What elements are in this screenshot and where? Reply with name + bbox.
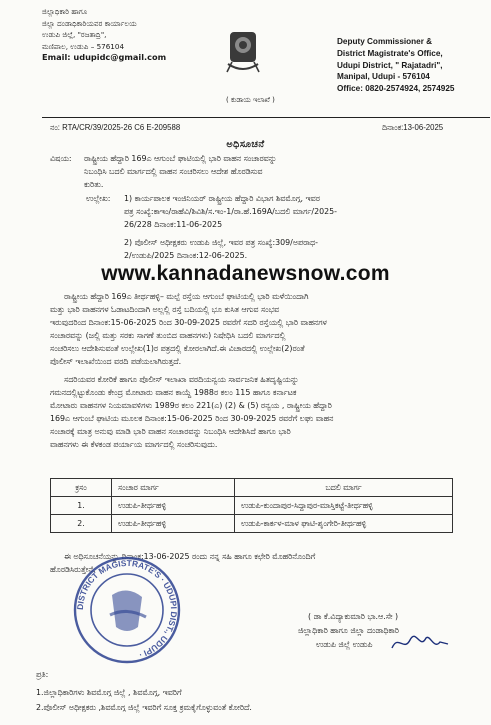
table-header-cell: ಕ್ರಸಂ	[51, 479, 112, 497]
body-line: ಸಂಚಾರಕ್ಕೆ ಮಾತ್ರ ಅನುವು ಮಾಡಿ ಭಾರಿ ವಾಹನ ಸಂಚಾರವನ್ನು ನಿಬಂಧಿಸಿ ಆದೇಶಿಸಿದೆ ಹಾಗೂ ಭಾರಿ	[50, 427, 291, 436]
body-line: 169ಎ ಆಗುಂಬೆ ಘಾಟಿಯ ಮೂಲಕ ದಿನಾಂಕ:15-06-2025 ರಿಂದ 30-09-2025 ರವರೆಗೆ ಲಘು ವಾಹನ	[50, 414, 334, 423]
address-line: Deputy Commissioner &	[337, 37, 433, 46]
body-line: ಮತ್ತು ಭಾರಿ ವಾಹನಗಳ ಓಡಾಟದಿಂದಾಗಿ ಅಲ್ಲಲ್ಲಿ ರಸ್ತೆ ಬದಿಯಲ್ಲಿ ಭೂ ಕುಸಿತ ಆಗುವ ಸಂಭವ	[50, 305, 280, 314]
closing-line: ಹೊರಡಿಸಿರುತ್ತೇನೆ.	[50, 565, 96, 574]
address-line: ಉಡುಪಿ ಜಿಲ್ಲೆ, "ರಜತಾದ್ರಿ",	[42, 30, 107, 40]
copy-to-item: 2.ಪೊಲೀಸ್ ಅಧೀಕ್ಷಕರು ,ಶಿವಮೊಗ್ಗ ಜಿಲ್ಲೆ ಇವರಿಗೆ ಸೂಕ್ತ ಕ್ರಮಕೈಗೊಳ್ಳುವಂತೆ ಕೋರಿದೆ.	[36, 703, 252, 712]
table-cell: ಉಡುಪಿ-ಕಾರ್ಕಳ-ಮಾಳ ಘಾಟಿ-ಶೃಂಗೇರಿ-ತೀರ್ಥಹಳ್ಳಿ	[235, 515, 453, 533]
subject-label: ವಿಷಯ:	[50, 154, 72, 163]
karnataka-emblem-icon	[224, 30, 262, 76]
handwritten-signature-icon	[390, 632, 450, 654]
table-row	[51, 497, 453, 515]
reference-item-line: 1) ಕಾರ್ಯಪಾಲಕ ಇಂಜಿನಿಯರ್ ರಾಷ್ಟ್ರೀಯ ಹೆದ್ದಾರಿ ವಿಭಾಗ ಶಿವಮೊಗ್ಗ, ಇವರ	[124, 194, 320, 203]
copy-to-label: ಪ್ರತಿ:	[36, 670, 49, 679]
svg-text:DISTRICT MAGISTRATE'S · UDUPI: DISTRICT MAGISTRATE'S · UDUPI DIST., UDUPI ·	[74, 557, 180, 661]
table-header-cell: ಸಂಚಾರ ಮಾರ್ಗ	[112, 479, 235, 497]
reference-date: ದಿನಾಂಕ:13-06-2025	[382, 123, 444, 132]
body-line: ಪೊಲೀಸ್ ಇಲಾಖೆಯಿಂದ ವರದಿ ಪಡೆಯಲಾಗಿರುತ್ತದೆ.	[50, 357, 182, 366]
closing-line: ಈ ಅಧಿಸೂಚನೆಯನ್ನು ದಿನಾಂಕ:13-06-2025 ರಂದು ನನ್ನ ಸಹಿ ಹಾಗೂ ಕಛೇರಿ ಮೊಹರಿನೊಂದಿಗೆ	[64, 552, 316, 561]
signatory-designation: ಜಿಲ್ಲಾಧಿಕಾರಿ ಹಾಗೂ ಜಿಲ್ಲಾ ದಂಡಾಧಿಕಾರಿ	[298, 626, 399, 635]
body-line: ಗಮನದಲ್ಲಿಟ್ಟುಕೊಂಡು ಕೇಂದ್ರ ಮೋಟಾರು ವಾಹನ ಕಾಯ್ದೆ 1988ರ ಕಲಂ 115 ಹಾಗೂ ಕರ್ನಾಟಕ	[50, 388, 297, 397]
phone-line: Office: 0820-2574924, 2574925	[337, 84, 455, 94]
watermark-text: www.kannadanewsnow.com	[101, 262, 390, 285]
body-line: ವಾಹನಗಳು ಈ ಕೆಳಕಂಡ ಪರ್ಯಾಯ ಮಾರ್ಗದಲ್ಲಿ ಸಂಚರಿಸುವುದು.	[50, 440, 218, 449]
body-line: ಮೋಟಾರು ವಾಹನಗಳ ನಿಯಮಾವಳಿಗಳು 1989ರ ಕಲಂ 221(ಎ) (2) & (5) ರನ್ವಯ , ರಾಷ್ಟ್ರೀಯ ಹೆದ್ದಾರಿ	[50, 401, 332, 410]
address-line: District Magistrate's Office,	[337, 48, 443, 58]
table-cell: 2.	[51, 515, 112, 533]
signatory-place: ಉಡುಪಿ ಜಿಲ್ಲೆ ಉಡುಪಿ	[316, 640, 373, 649]
reference-item-line: 2) ಪೊಲೀಸ್ ಅಧೀಕ್ಷಕರು ಉಡುಪಿ ಜಿಲ್ಲೆ, ಇವರ ಪತ್ರ ಸಂಖ್ಯೆ:309/ಅಪರಾಧ-	[124, 238, 318, 247]
address-line: Manipal, Udupi - 576104	[337, 72, 430, 82]
subject-line: ನಿಬಂಧಿಸಿ ಬದಲಿ ಮಾರ್ಗದಲ್ಲಿ ವಾಹನ ಸಂಚರಿಸಲು ಆದೇಶ ಹೊರಡಿಸುವ	[84, 167, 263, 176]
table-row	[51, 515, 453, 533]
office-address-kannada	[42, 6, 222, 64]
address-line: Udupi District, " Rajatadri",	[337, 60, 443, 70]
reference-item-line: 2/ಉಡುಪಿ/2025 ದಿನಾಂಕ:12-06-2025.	[124, 251, 248, 260]
table-header-cell: ಬದಲಿ ಮಾರ್ಗ	[235, 479, 453, 497]
address-line: ಜಿಲ್ಲಾಧಿಕಾರಿ ಹಾಗೂ	[42, 7, 88, 16]
notification-title: ಅಧಿಸೂಚನೆ	[226, 139, 265, 150]
copy-to-item: 1.ಜಿಲ್ಲಾಧಿಕಾರಿಗಳು ಶಿವಮೊಗ್ಗ ಜಿಲ್ಲೆ , ಶಿವಮೊಗ್ಗ, ಇವರಿಗೆ	[36, 688, 182, 697]
table-cell: 1.	[51, 497, 112, 515]
table-header-row	[51, 479, 453, 497]
alternate-route-table	[50, 478, 453, 533]
header-divider	[42, 117, 490, 118]
address-line: ಜಿಲ್ಲಾ ದಂಡಾಧಿಕಾರಿಯವರ ಕಾರ್ಯಾಲಯ	[42, 18, 137, 28]
body-line: ಸಂಚಾರವನ್ನು (ಜಲ್ಲಿ ಮತ್ತು ಸರಕು ಸಾಗಣೆ ತುಂಬಿದ ವಾಹನಗಳು) ನಿಷೇಧಿಸಿ ಬದಲಿ ಮಾರ್ಗದಲ್ಲಿ	[50, 331, 286, 340]
subject-line: ರಾಷ್ಟ್ರೀಯ ಹೆದ್ದಾರಿ 169ಎ ಆಗುಂಬೆ ಘಾಟಿಯಲ್ಲಿ ಭಾರಿ ವಾಹನ ಸಂಚಾರವನ್ನು	[84, 154, 277, 163]
office-address-english	[337, 36, 487, 95]
body-line: ಸಂಚರಿಸಲು ಆದೇಶಿಸುವಂತೆ ಉಲ್ಲೇಖ(1)ರ ಪತ್ರದಲ್ಲಿ ಕೋರಲಾಗಿದೆ.ಈ ವಿಚಾರದಲ್ಲಿ ಉಲ್ಲೇಖ(2)ರಂತೆ	[50, 344, 305, 353]
subject-line: ಕುರಿತು.	[84, 180, 104, 189]
body-line: ಸದರಿಯವರ ಕೋರಿಕೆ ಹಾಗೂ ಪೊಲೀಸ್ ಇಲಾಖಾ ವರದಿಯನ್ವಯ ಸಾರ್ವಜನಿಕ ಹಿತದೃಷ್ಟಿಯನ್ನು	[64, 375, 299, 384]
emblem-caption: ( ಕುಡಾಯ ಇಲಾಖೆ )	[226, 96, 275, 104]
body-line: ಇರುವುದರಿಂದ ದಿನಾಂಕ:15-06-2025 ರಿಂದ 30-09-2025 ರವರೆಗೆ ಸದರಿ ರಸ್ತೆಯಲ್ಲಿ ಭಾರಿ ವಾಹನಗಳ	[50, 318, 327, 327]
reference-number: ನಂ: RTA/CR/39/2025-26 C6 E-209588	[50, 123, 181, 132]
body-line: ರಾಷ್ಟ್ರೀಯ ಹೆದ್ದಾರಿ 169ಎ ತೀರ್ಥಹಳ್ಳಿ– ಮಲ್ಪೆ ರಸ್ತೆಯ ಆಗುಂಬೆ ಘಾಟಿಯಲ್ಲಿ ಭಾರಿ ಮಳೆಯಿಂದಾಗಿ	[64, 292, 309, 301]
table-cell: ಉಡುಪಿ-ತೀರ್ಥಹಳ್ಳಿ	[112, 497, 235, 515]
reference-item-line: 26/228 ದಿನಾಂಕ:11-06-2025	[124, 220, 223, 229]
table-cell: ಉಡುಪಿ-ತೀರ್ಥಹಳ್ಳಿ	[112, 515, 235, 533]
signatory-name: ( ಡಾ ಕೆ.ವಿದ್ಯಾಕುಮಾರಿ ಭಾ.ಆ.ಸೇ )	[308, 612, 399, 621]
reference-label: ಉಲ್ಲೇಖ:	[86, 194, 111, 203]
table-cell: ಉಡುಪಿ-ಕುಂದಾಪುರ-ಸಿದ್ದಾಪುರ-ಮಾಸ್ತಿಕಟ್ಟೆ-ತೀರ್ಥಹಳ್ಳಿ	[235, 497, 453, 515]
address-line: ಮಣಿಪಾಲ, ಉಡುಪಿ – 576104	[42, 41, 125, 51]
office-seal-stamp	[72, 555, 182, 665]
email-line: Email: udupidc@gmail.com	[42, 52, 167, 63]
reference-item-line: ಪತ್ರ ಸಂಖ್ಯೆ:ಕಾಇಂ/ರಾಹೆವಿ/ಶಿವಿಶಿ/ಸ.ಇಂ-1/ರಾ.ಹೆ.169A/ಬದಲಿ ಮಾರ್ಗ/2025-	[124, 207, 338, 216]
